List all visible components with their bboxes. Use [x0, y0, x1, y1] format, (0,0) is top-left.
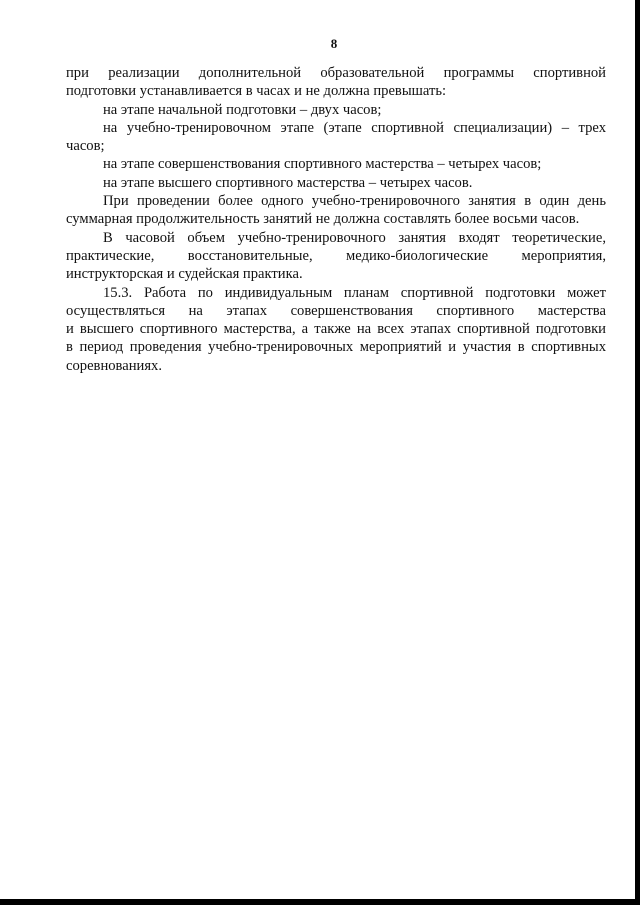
text-line: инструкторская и судейская практика. [66, 266, 303, 283]
text-line: В часовой объем учебно-тренировочного занятия входят теоретические, [103, 229, 606, 246]
text-line: суммарная продолжительность занятий не должна составлять более восьми часов. [66, 211, 580, 228]
scan-edge-bottom [0, 899, 640, 905]
text-line: на учебно-тренировочном этапе (этапе спортивной специализации) – трех [103, 119, 606, 136]
text-line: на этапе совершенствования спортивного мастерства – четырех часов; [103, 156, 542, 173]
scan-edge-right [635, 0, 640, 905]
text-line: 15.3. Работа по индивидуальным планам спортивной подготовки может [103, 284, 606, 301]
text-line: на этапе высшего спортивного мастерства – четырех часов. [103, 174, 473, 191]
body-text [66, 64, 606, 375]
text-line: осуществляться на этапах совершенствования спортивного мастерства [66, 302, 606, 319]
page-number: 8 [330, 36, 338, 51]
text-line: в период проведения учебно-тренировочных мероприятий и участия в спортивных [66, 339, 606, 356]
text-line: соревнованиях. [66, 357, 162, 374]
text-line: часов; [66, 138, 105, 155]
text-line: практические, восстановительные, медико-биологические мероприятия, [66, 247, 606, 264]
text-line: и высшего спортивного мастерства, а также на всех этапах спортивной подготовки [66, 321, 606, 338]
text-line: при реализации дополнительной образовательной программы спортивной [66, 65, 606, 81]
text-line: подготовки устанавливается в часах и не должна превышать: [66, 83, 447, 100]
text-line: на этапе начальной подготовки – двух часов; [103, 101, 382, 118]
text-line: При проведении более одного учебно-тренировочного занятия в один день [103, 193, 606, 210]
